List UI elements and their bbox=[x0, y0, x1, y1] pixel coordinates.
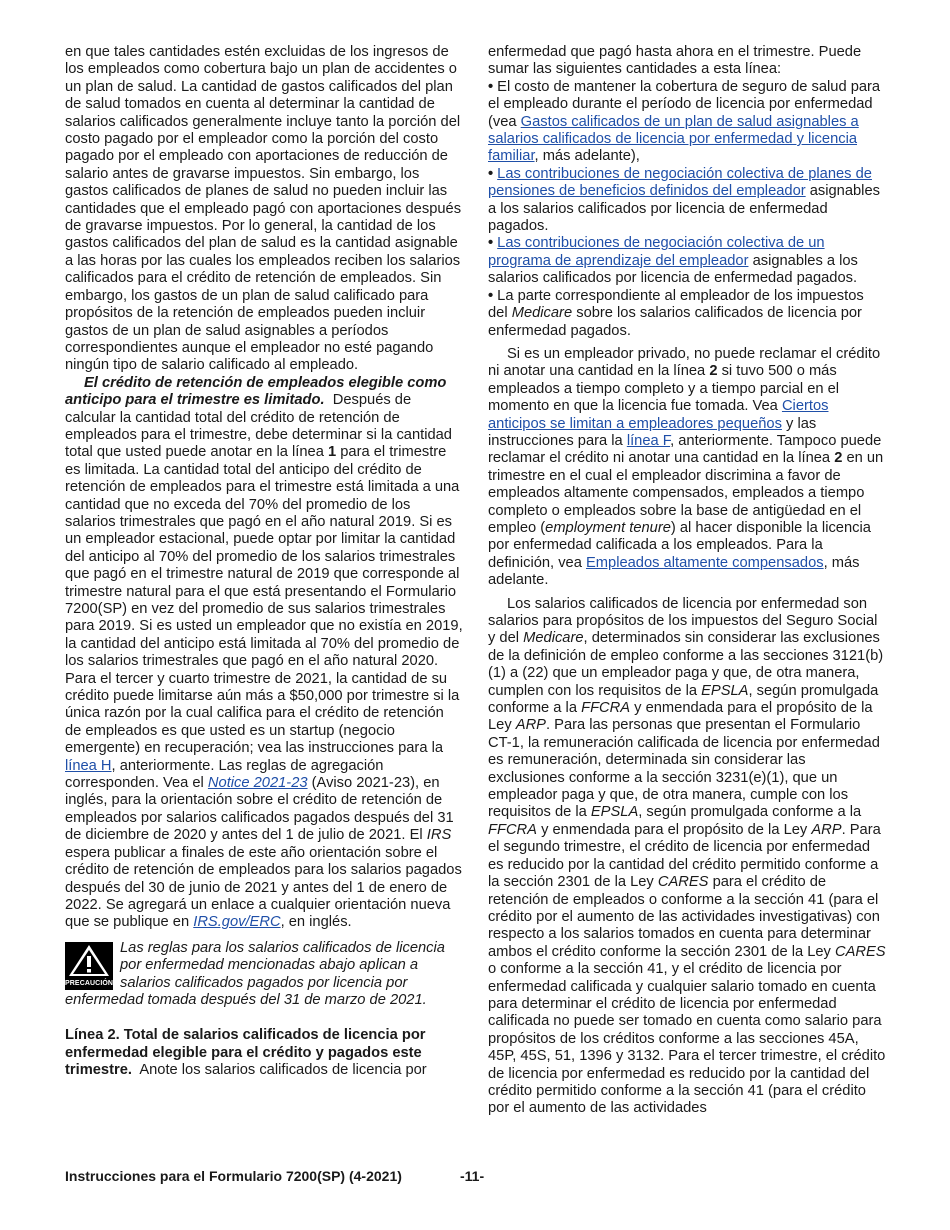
text-run: , más adelante), bbox=[534, 148, 640, 165]
text-run: para el trimestre es limitada. La cantidad total del anticipo del crédito de retención de empleados para el trimestre está limitada a una cantidad que no exceda del 70% del promedio de los salarios trimestrales que pagó en el año natural 2019. Si es un empleador estacional, puede optar por limitar la cantidad del anticipo al 70% del promedio de los salarios trimestrales que pagó en el trimestre natural de 2019 que corresponde al trimestre natural para el que está presentando el Formulario 7200(SP) en vez del promedio de sus salarios trimestrales para 2019. Si es usted un empleador que no existía en 2019, la cantidad del anticipo está limitada al 70% del promedio de los salarios trimestrales que pagó en el año natural 2020. Para el tercer y cuarto trimestre de 2021, la cantidad de su crédito puede limitarse aún más a $50,000 por trimestre si la única razón por la cual califica para el crédito de retención de empleados es que usted es un startup (negocio emergente) en recuperación; vea las instrucciones para la bbox=[65, 444, 463, 757]
link-linea-f[interactable]: línea F bbox=[626, 432, 671, 449]
link-gastos-calificados[interactable]: Gastos calificados de un plan de salud asignables a salarios calificados de licencia por enfermedad y licencia familiar bbox=[488, 113, 859, 165]
paragraph bbox=[488, 596, 886, 1118]
text-run: , en inglés. bbox=[280, 914, 352, 931]
text-run: EPSLA bbox=[590, 804, 639, 821]
link-irs-gov-erc[interactable] bbox=[193, 914, 280, 930]
bullet-icon: • bbox=[488, 235, 494, 252]
run-in-heading: El crédito de retención de empleados elegible como anticipo para el trimestre es limitado. bbox=[65, 374, 447, 409]
text-run: ARP bbox=[811, 821, 842, 838]
text-run: y enmendada para el propósito de la Ley bbox=[541, 821, 808, 838]
text-run: . Para el segundo trimestre, el crédito de licencia por enfermedad es reducido por la cantidad del crédito permitido conforme a la sección 2301 de la Ley bbox=[488, 821, 881, 891]
paragraph: enfermedad que pagó hasta ahora en el trimestre. Puede sumar las siguientes cantidades a esta línea: bbox=[488, 44, 862, 78]
text-run: IRS bbox=[426, 827, 452, 844]
text-run: ) al hacer disponible la licencia por enfermedad calificada a los empleados. Para la definición, vea bbox=[488, 519, 871, 571]
link-empleados-altamente-compensados[interactable]: Empleados altamente compensados bbox=[586, 554, 824, 571]
text-run: y las instrucciones para la bbox=[488, 415, 817, 449]
left-column bbox=[65, 44, 463, 1080]
line-number: 2 bbox=[834, 450, 843, 467]
paragraph bbox=[488, 346, 886, 590]
bullet-item bbox=[488, 166, 886, 236]
text-run: Los salarios calificados de licencia por enfermedad son salarios para propósitos de los impuestos del Seguro Social y del bbox=[488, 595, 878, 647]
text-run: EPSLA bbox=[701, 682, 749, 699]
text-run: para el crédito de retención de empleados o conforme a la sección 41 (para el crédito por el aumento de las actividades investigativas) con respecto a los salarios tomados en cuenta para determinar ambos el crédito conforme la sección 2301 de la Ley bbox=[488, 874, 880, 960]
text-run: La parte correspondiente al empleador de los impuestos del bbox=[488, 287, 864, 322]
text-run: (Aviso 2021-23), en inglés, para la orientación sobre el crédito de retención de empleados por salarios calificados pagados después del 31 de diciembre de 2020 y antes del 1 de julio de 2021. El bbox=[65, 775, 454, 844]
footer-title: Instrucciones para el Formulario 7200(SP) (4-2021) bbox=[65, 1168, 402, 1184]
text-run: sobre los salarios calificados de licencia por enfermedad pagados. bbox=[488, 305, 862, 339]
bullet-item bbox=[488, 288, 886, 340]
page-number: -11- bbox=[460, 1168, 485, 1184]
warning-triangle-icon bbox=[65, 942, 113, 978]
text-run: , según promulgada conforme a la bbox=[488, 682, 879, 717]
text-run: , más adelante. bbox=[488, 554, 860, 589]
text-run: si tuvo 500 o más empleados a tiempo completo y a tiempo parcial en el momento en que la licencia fue tomada. Vea bbox=[488, 363, 840, 415]
text-run: CARES bbox=[835, 943, 886, 960]
caution-note bbox=[65, 940, 463, 1010]
text-run: Anote los salarios calificados de licencia por bbox=[139, 1062, 427, 1079]
text-run: , determinados sin considerar las exclusiones de la definición de empleo conforme a las secciones 3121(b)(1) a (22) que un empleador paga y que, de otra manera, cumplen con los requisitos de la bbox=[488, 630, 884, 699]
line-2-heading: Línea 2. Total de salarios calificados de licencia por enfermedad elegible para el crédito y pagados este trimestre. bbox=[65, 1027, 426, 1079]
paragraph: en que tales cantidades estén excluidas de los ingresos de los empleados como cobertura bajo un plan de accidentes o un plan de salud. La cantidad de gastos calificados del plan de salud tomados en cuenta al determinar la cantidad de salarios calificados generalmente incluye tanto la porción del costo pagado por el empleador como la porción del costo pagado por el empleado con aportaciones de reducción de salario antes de gravarse impuestos. Sin embargo, los gastos calificados de planes de salud no pueden incluir las cantidades que el empleado pagó con aportaciones después de gravarse impuestos. Por lo general, la cantidad de los gastos calificados del plan de salud es la cantidad asignable a las horas por las cuales los empleados reciben los salarios calificados para el crédito de retención de empleados. Sin embargo, los gastos de un plan de salud calificado para propósitos de la retención de empleados pueden incluir gastos de un plan de salud asignables a períodos correspondientes aunque el empleador no esté pagando ningún tipo de salario calificado al empleado. bbox=[65, 44, 462, 374]
bullet-item bbox=[488, 235, 886, 287]
text-run: asignables a los salarios calificados por licencia de enfermedad pagados. bbox=[488, 252, 858, 287]
text-run: El costo de mantener la cobertura de seguro de salud para el empleado durante el período de licencia por enfermedad (vea bbox=[488, 78, 881, 130]
text-run: Después de calcular la cantidad total del crédito de retención de empleados para el trimestre, debe determinar si la cantidad total que usted puede anotar en la línea bbox=[65, 392, 452, 461]
text-run: FFCRA bbox=[581, 700, 631, 717]
bullet-icon: • bbox=[488, 78, 494, 95]
text-run: espera publicar a finales de este año orientación sobre el crédito de retención de empleados para los salarios pagados después del 30 de junio de 2021 y antes del 1 de enero de 2022. Se agregará un enlace a cualquier orientación nueva que se publique en bbox=[65, 844, 462, 931]
link-linea-h[interactable]: línea H bbox=[65, 757, 112, 774]
text-run: FFCRA bbox=[488, 821, 537, 838]
text-run: Si es un empleador privado, no puede reclamar el crédito ni anotar una cantidad en la línea bbox=[488, 345, 881, 380]
text-run: , anteriormente. Las reglas de agregación corresponden. Vea el bbox=[65, 757, 384, 792]
link-notice-2021-23[interactable] bbox=[208, 775, 308, 791]
text-run: en un trimestre en el cual el empleador discrimina a favor de empleados altamente compensados, empleados a tiempo completo o empleados sobre la base de antigüedad en el empleo ( bbox=[488, 450, 884, 536]
line-number: 1 bbox=[327, 444, 337, 461]
bullet-icon: • bbox=[488, 287, 494, 304]
text-run: CARES bbox=[657, 874, 709, 891]
text-run: y enmendada para el propósito de la Ley bbox=[488, 700, 873, 734]
line-number: 2 bbox=[709, 363, 718, 380]
right-column bbox=[488, 44, 886, 1118]
text-run: , según promulgada conforme a la bbox=[638, 804, 862, 821]
link-contribuciones-aprendizaje[interactable]: Las contribuciones de negociación colectiva de un programa de aprendizaje del empleador bbox=[488, 235, 825, 269]
text-run: Medicare bbox=[523, 630, 584, 647]
bullet-item bbox=[488, 79, 886, 166]
paragraph bbox=[65, 1027, 463, 1079]
link-contribuciones-pensiones[interactable]: Las contribuciones de negociación colectiva de planes de pensiones de beneficios definidos del empleador bbox=[488, 165, 872, 200]
caution-icon bbox=[65, 942, 114, 990]
text-run: employment tenure bbox=[545, 519, 671, 536]
text-run: ARP bbox=[515, 717, 546, 734]
link-text[interactable]: Notice 2021-23 bbox=[207, 775, 308, 792]
bullet-icon: • bbox=[488, 165, 494, 182]
caution-label: PRECAUCIÓN bbox=[65, 978, 113, 990]
paragraph bbox=[65, 375, 463, 932]
text-run: asignables a los salarios calificados por licencia de enfermedad pagados. bbox=[488, 183, 880, 235]
text-run: , anteriormente. Tampoco puede reclamar el crédito ni anotar una cantidad en la línea bbox=[488, 432, 882, 467]
text-run: . Para las personas que presentan el Formulario CT-1, la remuneración calificada de licencia por enfermedad es remuneración, determinada sin considerar las exclusiones conforme a la sección 3231(e)(1), que un empleador paga y que, de otra manera, cumple con los requisitos de la bbox=[488, 717, 880, 821]
link-text[interactable]: IRS.gov/ERC bbox=[193, 914, 281, 931]
link-ciertos-anticipos[interactable]: Ciertos anticipos se limitan a empleadores pequeños bbox=[488, 398, 829, 432]
text-run: Medicare bbox=[511, 305, 573, 322]
caution-text: Las reglas para los salarios calificados de licencia por enfermedad mencionadas abajo aplican a salarios calificados pagados por licencia por enfermedad tomada después del 31 de marzo de 2021. bbox=[65, 939, 445, 1008]
text-run: o conforme a la sección 41, y el crédito de licencia por enfermedad calificada y cualquier salario tomado en cuenta para determinar el crédito de licencia por enfermedad calificada no puede ser tomado en cuenta como salario para propósitos de los créditos conforme a las secciones 45A, 45P, 45S, 51, 1396 y 3132. Para el tercer trimestre, el crédito de licencia por enfermedad es reducido por la cantidad del crédito permitido conforme a la sección 41 (para el crédito por el aumento de las actividades bbox=[488, 961, 886, 1117]
